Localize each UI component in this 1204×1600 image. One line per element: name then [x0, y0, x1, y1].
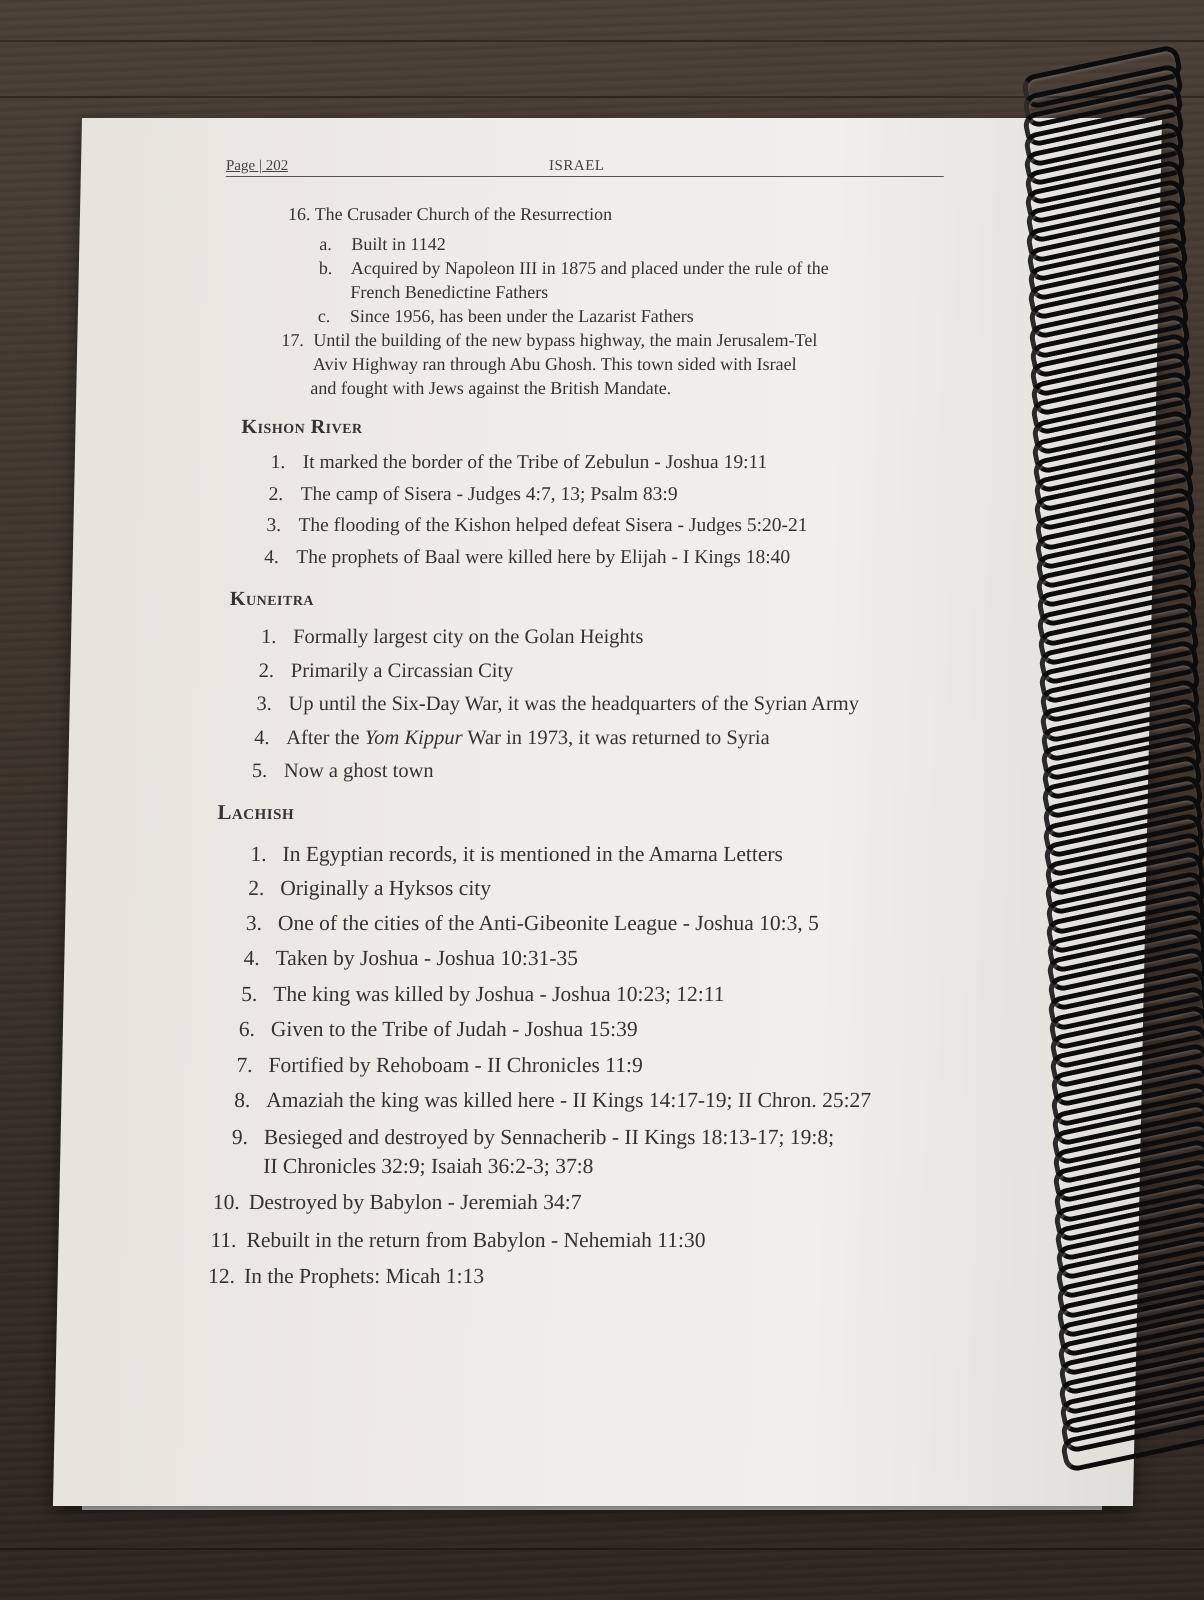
list-item-text: Originally a Hyksos city	[280, 876, 492, 900]
list-item-text: It marked the border of the Tribe of Zebulun - Joshua 19:11	[302, 452, 768, 473]
list-item-number: 1.	[250, 842, 267, 866]
spiral-binding	[1022, 60, 1204, 1530]
section-heading-kuneitra: Kuneitra	[229, 588, 315, 610]
sub-item-label: b.	[318, 258, 333, 278]
sub-item-label: a.	[319, 234, 333, 254]
list-item-heading: 16. The Crusader Church of the Resurrection	[287, 204, 613, 224]
list-item-number: 12.	[207, 1264, 236, 1288]
list-item-number: 8.	[233, 1088, 251, 1112]
list-item-text: Up until the Six-Day War, it was the headquarters of the Syrian Army	[288, 693, 860, 715]
list-item-number: 2.	[268, 483, 284, 505]
list-item-text: The camp of Sisera - Judges 4:7, 13; Psalm 83:9	[300, 483, 678, 505]
list-item-text: Given to the Tribe of Judah - Joshua 15:39	[270, 1017, 638, 1041]
list-item-text: One of the cities of the Anti-Gibeonite League - Joshua 10:3, 5	[277, 911, 820, 935]
list-item-number: 3.	[245, 911, 263, 935]
italic-text: Yom Kippur	[364, 726, 463, 749]
sub-item-label: c.	[317, 306, 331, 326]
list-item-text: In Egyptian records, it is mentioned in the Amarna Letters	[282, 842, 784, 866]
list-item-number: 1.	[260, 626, 277, 648]
page-number: Page | 202	[225, 158, 289, 174]
paragraph-line: Until the building of the new bypass highway, the main Jerusalem-Tel	[313, 330, 818, 350]
list-item-text: Taken by Joshua - Joshua 10:31-35	[275, 946, 579, 970]
list-item-number: 2.	[258, 659, 275, 682]
text-segment: War in 1973, it was returned to Syria	[462, 726, 770, 749]
list-item-text: The prophets of Baal were killed here by Elijah - I Kings 18:40	[296, 546, 791, 568]
list-item-number: 3.	[266, 515, 282, 536]
list-item-text: Rebuilt in the return from Babylon - Nehemiah 11:30	[246, 1228, 706, 1252]
list-item-number: 3.	[256, 693, 273, 715]
list-item-text: Amaziah the king was killed here - II Kings 14:17-19; II Chron. 25:27	[265, 1088, 872, 1112]
table-grain	[0, 40, 1204, 42]
list-item-number: 17.	[281, 330, 305, 350]
section-heading-lachish: Lachish	[217, 800, 295, 824]
sub-item-text: Since 1956, has been under the Lazarist Fathers	[349, 306, 694, 326]
list-item-number: 5.	[251, 760, 268, 782]
list-item-text: Fortified by Rehoboam - II Chronicles 11:9	[268, 1053, 644, 1077]
book-page	[53, 118, 1162, 1506]
list-item-number: 6.	[238, 1017, 256, 1041]
list-item-number: 4.	[243, 946, 260, 970]
paragraph-line: and fought with Jews against the British Mandate.	[310, 378, 672, 398]
list-item-text: Besieged and destroyed by Sennacherib - II Kings 18:13-17; 19:8;	[263, 1125, 835, 1149]
list-item-text	[286, 727, 770, 750]
table-grain	[0, 1548, 1204, 1550]
text-segment: After the	[285, 726, 365, 749]
list-item-number: 10.	[212, 1190, 241, 1214]
sub-item-text: Built in 1142	[351, 234, 446, 254]
sub-item-text: Acquired by Napoleon III in 1875 and placed under the rule of the	[350, 258, 829, 278]
list-item-number: 2.	[248, 876, 265, 900]
list-item-number: 5.	[240, 982, 258, 1006]
list-item-number: 7.	[236, 1053, 253, 1077]
chapter-title: ISRAEL	[548, 158, 605, 174]
paragraph-line: Aviv Highway ran through Abu Ghosh. This town sided with Israel	[312, 354, 797, 374]
list-item-number: 11.	[210, 1228, 237, 1252]
list-item-text: Destroyed by Babylon - Jeremiah 34:7	[248, 1190, 582, 1214]
page-content	[53, 118, 1162, 1506]
section-heading-kishon-river: Kishon River	[241, 416, 363, 438]
list-item-number: 9.	[231, 1125, 249, 1149]
list-item-text: The flooding of the Kishon helped defeat Sisera - Judges 5:20-21	[298, 515, 808, 536]
list-item-text: II Chronicles 32:9; Isaiah 36:2-3; 37:8	[262, 1154, 594, 1178]
list-item-number: 4.	[253, 726, 270, 749]
list-item-text: In the Prophets: Micah 1:13	[243, 1264, 485, 1288]
sub-item-text: French Benedictine Fathers	[350, 282, 549, 302]
running-header	[226, 156, 944, 177]
list-item-text: Primarily a Circassian City	[290, 659, 514, 682]
list-item-text: Now a ghost town	[283, 760, 434, 782]
list-item-number: 1.	[270, 452, 286, 473]
list-item-text: Formally largest city on the Golan Heights	[292, 626, 644, 648]
list-item-text: The king was killed by Joshua - Joshua 10:23; 12:11	[272, 982, 725, 1006]
list-item-number: 4.	[264, 546, 280, 568]
